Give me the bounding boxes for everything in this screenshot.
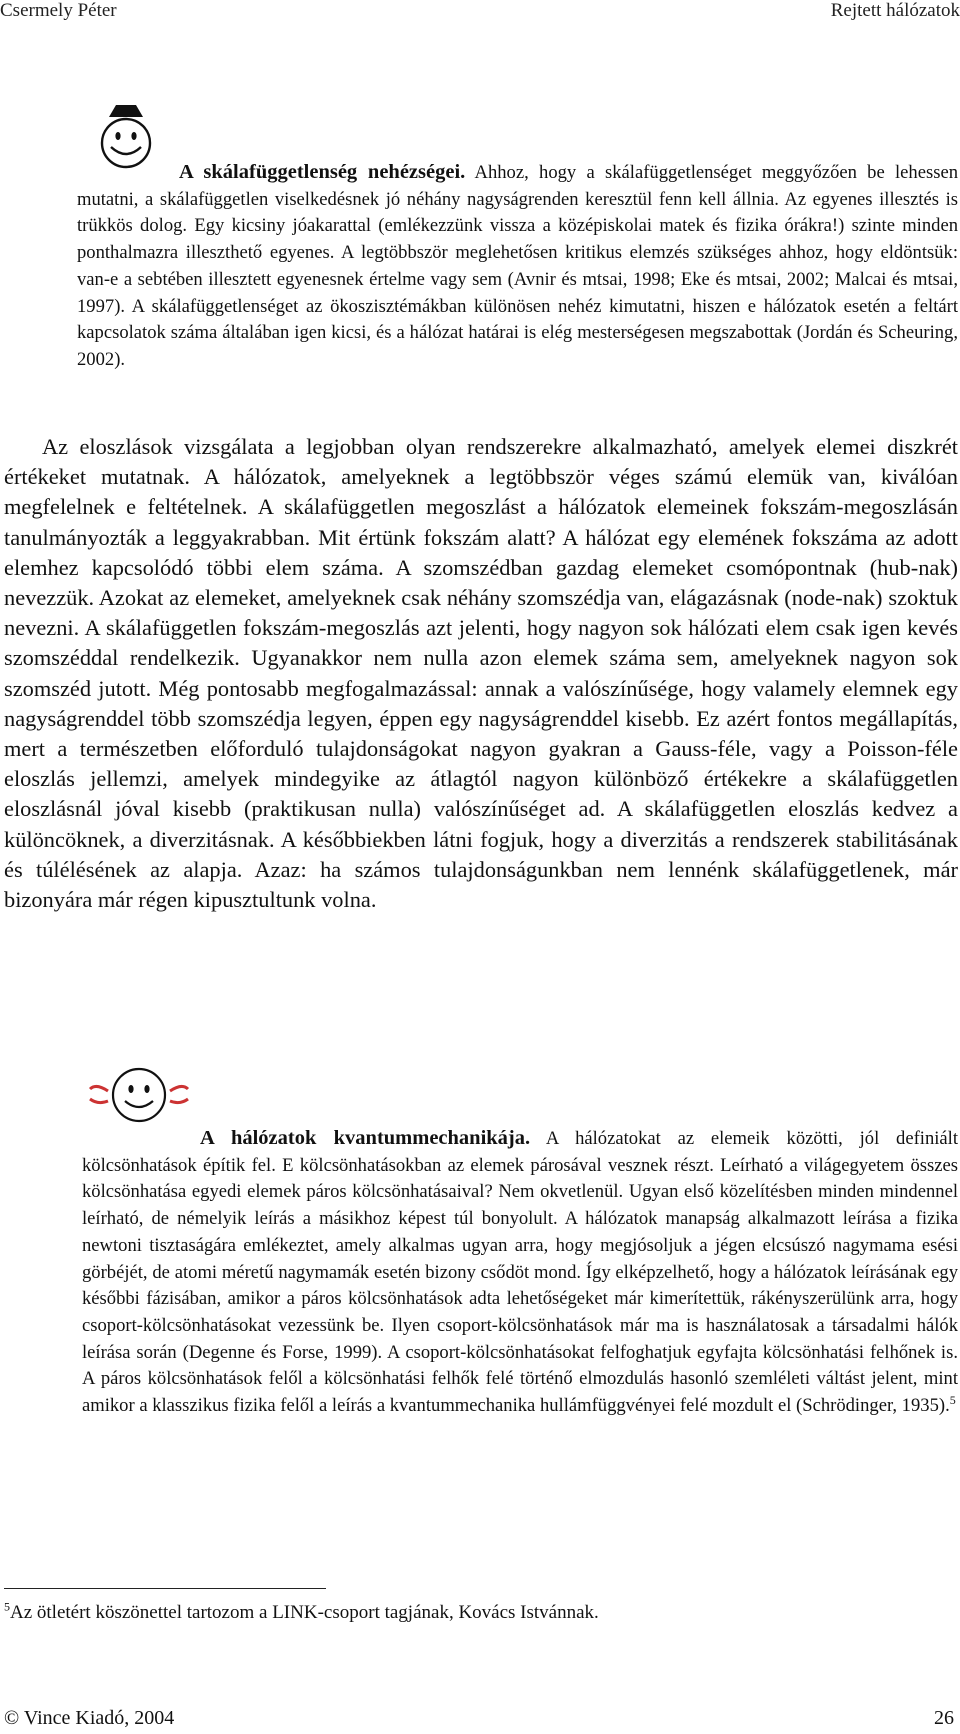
section-heading: A hálózatok kvantummechanikája.: [200, 1127, 531, 1149]
page-number: 26: [934, 1707, 954, 1729]
section-heading: A skálafüggetlenség nehézségei.: [179, 161, 466, 183]
footnote-reference: 5: [949, 1392, 956, 1407]
footnote: [4, 1601, 599, 1625]
section-body: Ahhoz, hogy a skálafüggetlenséget meggyőzően be lehessen mutatni, a skálafüggetlen viselkedésnek jó néhány nagyságrenden keresztül fenn kell állnia. Az egyenes illesztés is trükkös dolog. Egy kicsiny jóakarattal (emlékezzünk vissza a középiskolai matek és fizika órákra!) szinte minden ponthalmazra illeszthető egyenes. A legtöbbször meglehetősen kritikus elemzés szükséges ahhoz, hogy eldöntsük: van-e a sebtében illesztett egyenesnek értelme vagy sem (Avnir és mtsai, 1998; Eke és mtsai, 2002; Malcai és mtsai, 1997). A skálafüggetlenséget az ökoszisztémákban különösen nehéz kimutatni, hiszen e hálózatok esetén a feltárt kapcsolatok száma általában igen kicsi, és a hálózat határai is elég mesterségesen megszabottak (Jordán és Scheuring, 2002).: [77, 162, 958, 370]
footer-copyright: © Vince Kiadó, 2004: [4, 1707, 175, 1729]
running-header-author: Csermely Péter: [0, 0, 117, 21]
footnote-number: 5: [4, 1599, 10, 1614]
footnote-text: Az ötletért köszönettel tartozom a LINK-csoport tagjának, Kovács Istvánnak.: [10, 1602, 599, 1623]
main-paragraph-text: Az eloszlások vizsgálata a legjobban olyan rendszerekre alkalmazható, amelyek elemei diszkrét értékeket mutatnak. A hálózatok, amelyeknek a legtöbbször véges számú elemük van, kiválóan megfelelnek e feltételnek. A skálafüggetlen megoszlást a hálózatok elemeinek fokszám-megoszlásán tanulmányozták a leggyakrabban. Mit értünk fokszám alatt? A hálózat egy elemének fokszáma az adott elemhez kapcsolódó többi elem száma. A szomszédban gazdag elemeket csomópontnak (hub-nak) nevezzük. Azokat az elemeket, amelyeknek csak néhány szomszédja van, elágazásnak (node-nak) szoktuk nevezni. A skálafüggetlen fokszám-megoszlás azt jelenti, hogy nagyon sok hálózati elem csak igen kevés szomszéddal rendelkezik. Ugyanakkor nem nulla azon elemek száma sem, amelyeknek nagyon sok szomszéd jutott. Még pontosabb megfogalmazással: annak a valószínűsége, hogy valamely elemnek egy nagyságrenddel több szomszédja legyen, éppen egy nagyságrenddel kisebb. Ez azért fontos megállapítás, mert a természetben előforduló tulajdonságokat nagyon gyakran a Gauss-féle, vagy a Poisson-féle eloszlás jellemzi, amelyek mindegyike az átlagtól nagyon különböző értékekre a skálafüggetlen eloszlásnál jóval kisebb (praktikusan nulla) valószínűséget ad. A skálafüggetlen eloszlás kedvez a különcöknek, a diverzitásnak. A későbbiekben látni fogjuk, hogy a diverzitás a rendszerek stabilitásának és túlélésének az alapja. Azaz: ha számos tulajdonságunkban nem lennénk skálafüggetlenek, már bizonyára már régen kipusztultunk volna.: [4, 434, 958, 913]
smiley-face-with-hands-icon: [86, 1063, 192, 1129]
main-paragraph: [4, 432, 958, 915]
section-scale-free-difficulties: [77, 159, 958, 374]
section-network-quantum-mechanics: [82, 1125, 958, 1420]
footnote-separator: [4, 1588, 326, 1589]
running-header-title: Rejtett hálózatok: [830, 0, 960, 21]
section-body: A hálózatokat az elemeik közötti, jól definiált kölcsönhatások építik fel. E kölcsönhatásokban az elemek párosával vesznek részt. Leírható a világegyetem összes kölcsönhatása egyedi elemek páros kölcsönhatásaival? Nem okvetlenül. Ugyan első közelítésben minden mindennel leírható, de némelyik leírás a másikhoz képest túl bonyolult. A hálózatok manapság alkalmazott leírása a fizika newtoni tisztaságára emlékeztet, amely alkalmas ugyan arra, hogy megjósoljuk a jégen elcsúszó nagymama esési görbéjét, de atomi méretű nagymamák esetén bizony csődöt mond. Így elképzelhető, hogy a hálózatok leírásának egy későbbi fázisában, amikor a páros kölcsönhatások adta lehetőségeket már kimerítettük, rákényszerülünk arra, hogy csoport-kölcsönhatásokat vezessünk be. Ilyen csoport-kölcsönhatások már ma is használatosak a társadalmi hálók leírása során (Degenne és Forse, 1999). A csoport-kölcsönhatásokat felfoghatjuk egyfajta kölcsönhatási felhőnek is. A páros kölcsönhatások felől a kölcsönhatási felhők felé történő elmozdulás hasonló szemléleti váltást jelent, mint amikor a klasszikus fizika felől a leírás a kvantummechanika hullámfüggvényei felé mozdult el (Schrödinger, 1935).: [82, 1128, 958, 1417]
